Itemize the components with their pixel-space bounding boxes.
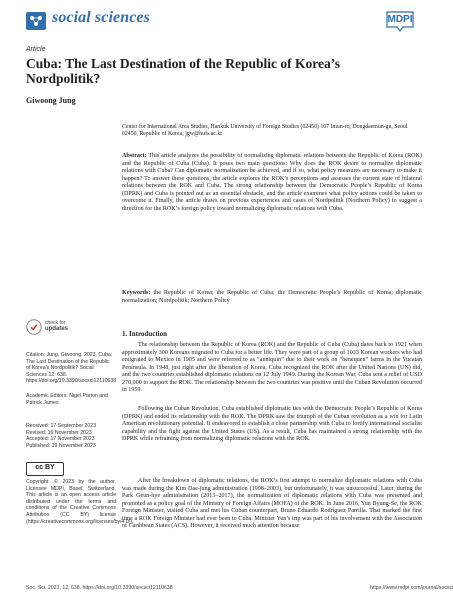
cc-license-label: cc BY [35,464,55,471]
body-paragraph: After the breakdown of diplomatic relations, the ROK’s first attempt to normalize diplomatic relations with Cuba was made during the Kim Dae-jung administration (1998–2003), but unfortunately, it was unsuccessful. Later, during the Park Geun-hye administration (2013–2017), the normalization of diplomatic relations with Cuba was presented and promoted as a policy goal of the Ministry of Foreign Affairs (MOFA) of the ROK. In June 2016, Yun Byung-Se, the ROK Foreign Minister, visited Cuba and met his Cuban counterpart, Bruno Eduardo Rodríguez Parrilla. That marked the first time a ROK Foreign Minister had ever been to Cuba. Minister Yun’s trip was part of his involvement with the Association of Caribbean States (ACS). However, it received much attention because [122,478,422,530]
check-updates-label: check for [45,320,66,326]
check-updates-text [45,320,68,332]
abstract-text: This article analyzes the possibility of normalizing diplomatic relations between the Republic of Korea (ROK) and the Republic of Cuba (Cuba). It poses two main questions: Why does the ROK desire to normalize diplomatic relations with Cuba? Can diplomatic normalization be achieved, and if so, what policy measures are necessary to make it happen? To answer these questions, the article explores the ROK’s perceptions and assesses the current state of bilateral relations between the ROK and Cuba. The strong relationship between the Democratic People’s Republic of Korea (DPRK) and Cuba is pointed out as an essential obstacle, and the article examines what policy actions could be taken to overcome it. Finally, the article draws on previous experiences and cases of Nordpolitik (Northern Policy) to suggest a direction for the ROK’s foreign policy toward normalizing diplomatic relations with Cuba. [122,153,422,212]
article-type: Article [26,46,46,53]
section-heading: 1. Introduction [122,330,167,338]
journal-logo-icon [26,12,46,30]
journal-name: social sciences [52,9,150,26]
body-paragraph: The relationship between the Republic of Korea (ROK) and the Republic of Cuba (Cuba) dates back to 1921 when approximately 300 Koreans migrated to Cuba for a better life. They were part of a group of 1033 Korean workers who had emigrated to Mexico in 1905 and were referred to as “anniquin” due to their work on “henequen” farms in the Yucatán Península. In 1948, just right after the liberation of Korea, Cuba recognized the ROK after the United Nations (UN) did, and the two countries established diplomatic relations on 12 July 1949. During the Korean War, Cuba sent a relief of USD 270,000 to support the ROK. The relationship between the two countries was positive until the Cuban Revolution occurred in 1959. [122,342,422,394]
footer-citation: Soc. Sci. 2023, 12, 638. https://doi.org/10.3390/socsci12110638 [26,585,173,591]
check-updates-icon [26,319,42,335]
keywords [122,290,422,305]
publisher-logo[interactable] [383,10,417,32]
cc-license-badge[interactable] [26,462,64,476]
journal-link[interactable]: https://www.mdpi.com/journal/socsci [370,585,453,591]
body-paragraph: Following the Cuban Revolution, Cuba established diplomatic ties with the Democratic People’s Republic of Korea (DPRK) and ended its relationship with the ROK. The DPRK saw the triumph of the Cuban revolution as a win for Latin American revolutionary potential. It endeavored to establish a close partnership with Cuba to fortify international socialist capability and the fight against the United States (US). As a result, Cuba has maintained a strong relationship with the DPRK while refraining from normalizing diplomatic relations with the ROK. [122,406,422,443]
check-updates-label-bold: updates [45,326,69,332]
abstract [122,153,422,213]
citation: Citation: Jung, Giwoong. 2023. Cuba: The Last Destination of the Republic of Korea’s Nordpolitik? Social Sciences 12: 638. https://doi.org/10.3390/socsci12110638 [26,352,117,385]
date-received: Received: 17 September 2023 [26,423,97,429]
date-published: Published: 19 November 2023 [26,442,96,449]
academic-editors: Academic Editors: Nigel Parton and Patrick James [26,393,108,406]
abstract-label: Abstract: [122,153,147,159]
publication-dates [26,423,114,449]
author-name: Giwoong Jung [26,96,76,105]
keywords-label: Keywords: [122,290,151,296]
date-accepted: Accepted: 17 November 2023 [26,436,95,443]
article-title: Cuba: The Last Destination of the Republic of Korea’s Nordpolitik? [26,56,341,86]
date-revised: Revised: 16 November 2023 [26,429,92,436]
keywords-text: the Republic of Korea; the Republic of Cuba; the Democratic People’s Republic of Korea; diplomatic normalization; Nordpolitik; Northern Policy [122,290,422,304]
copyright-notice: Copyright: © 2023 by the author. Licensee MDPI, Basel, Switzerland. This article is an open access article distributed under the terms and conditions of the Creative Commons Attribution (CC BY) license (https://creativecommons.org/licenses/by/4.0/). [26,479,134,525]
check-for-updates-button[interactable] [26,316,114,340]
author-affiliation: Center for International Area Studies, Hankuk University of Foreign Studies (02450) 107 Imun-ro, Dongdaemun-gu, Seoul 02450, Republic of Korea; jgw@hufs.ac.kr [122,124,408,137]
publisher-name: MDPI [387,14,413,25]
